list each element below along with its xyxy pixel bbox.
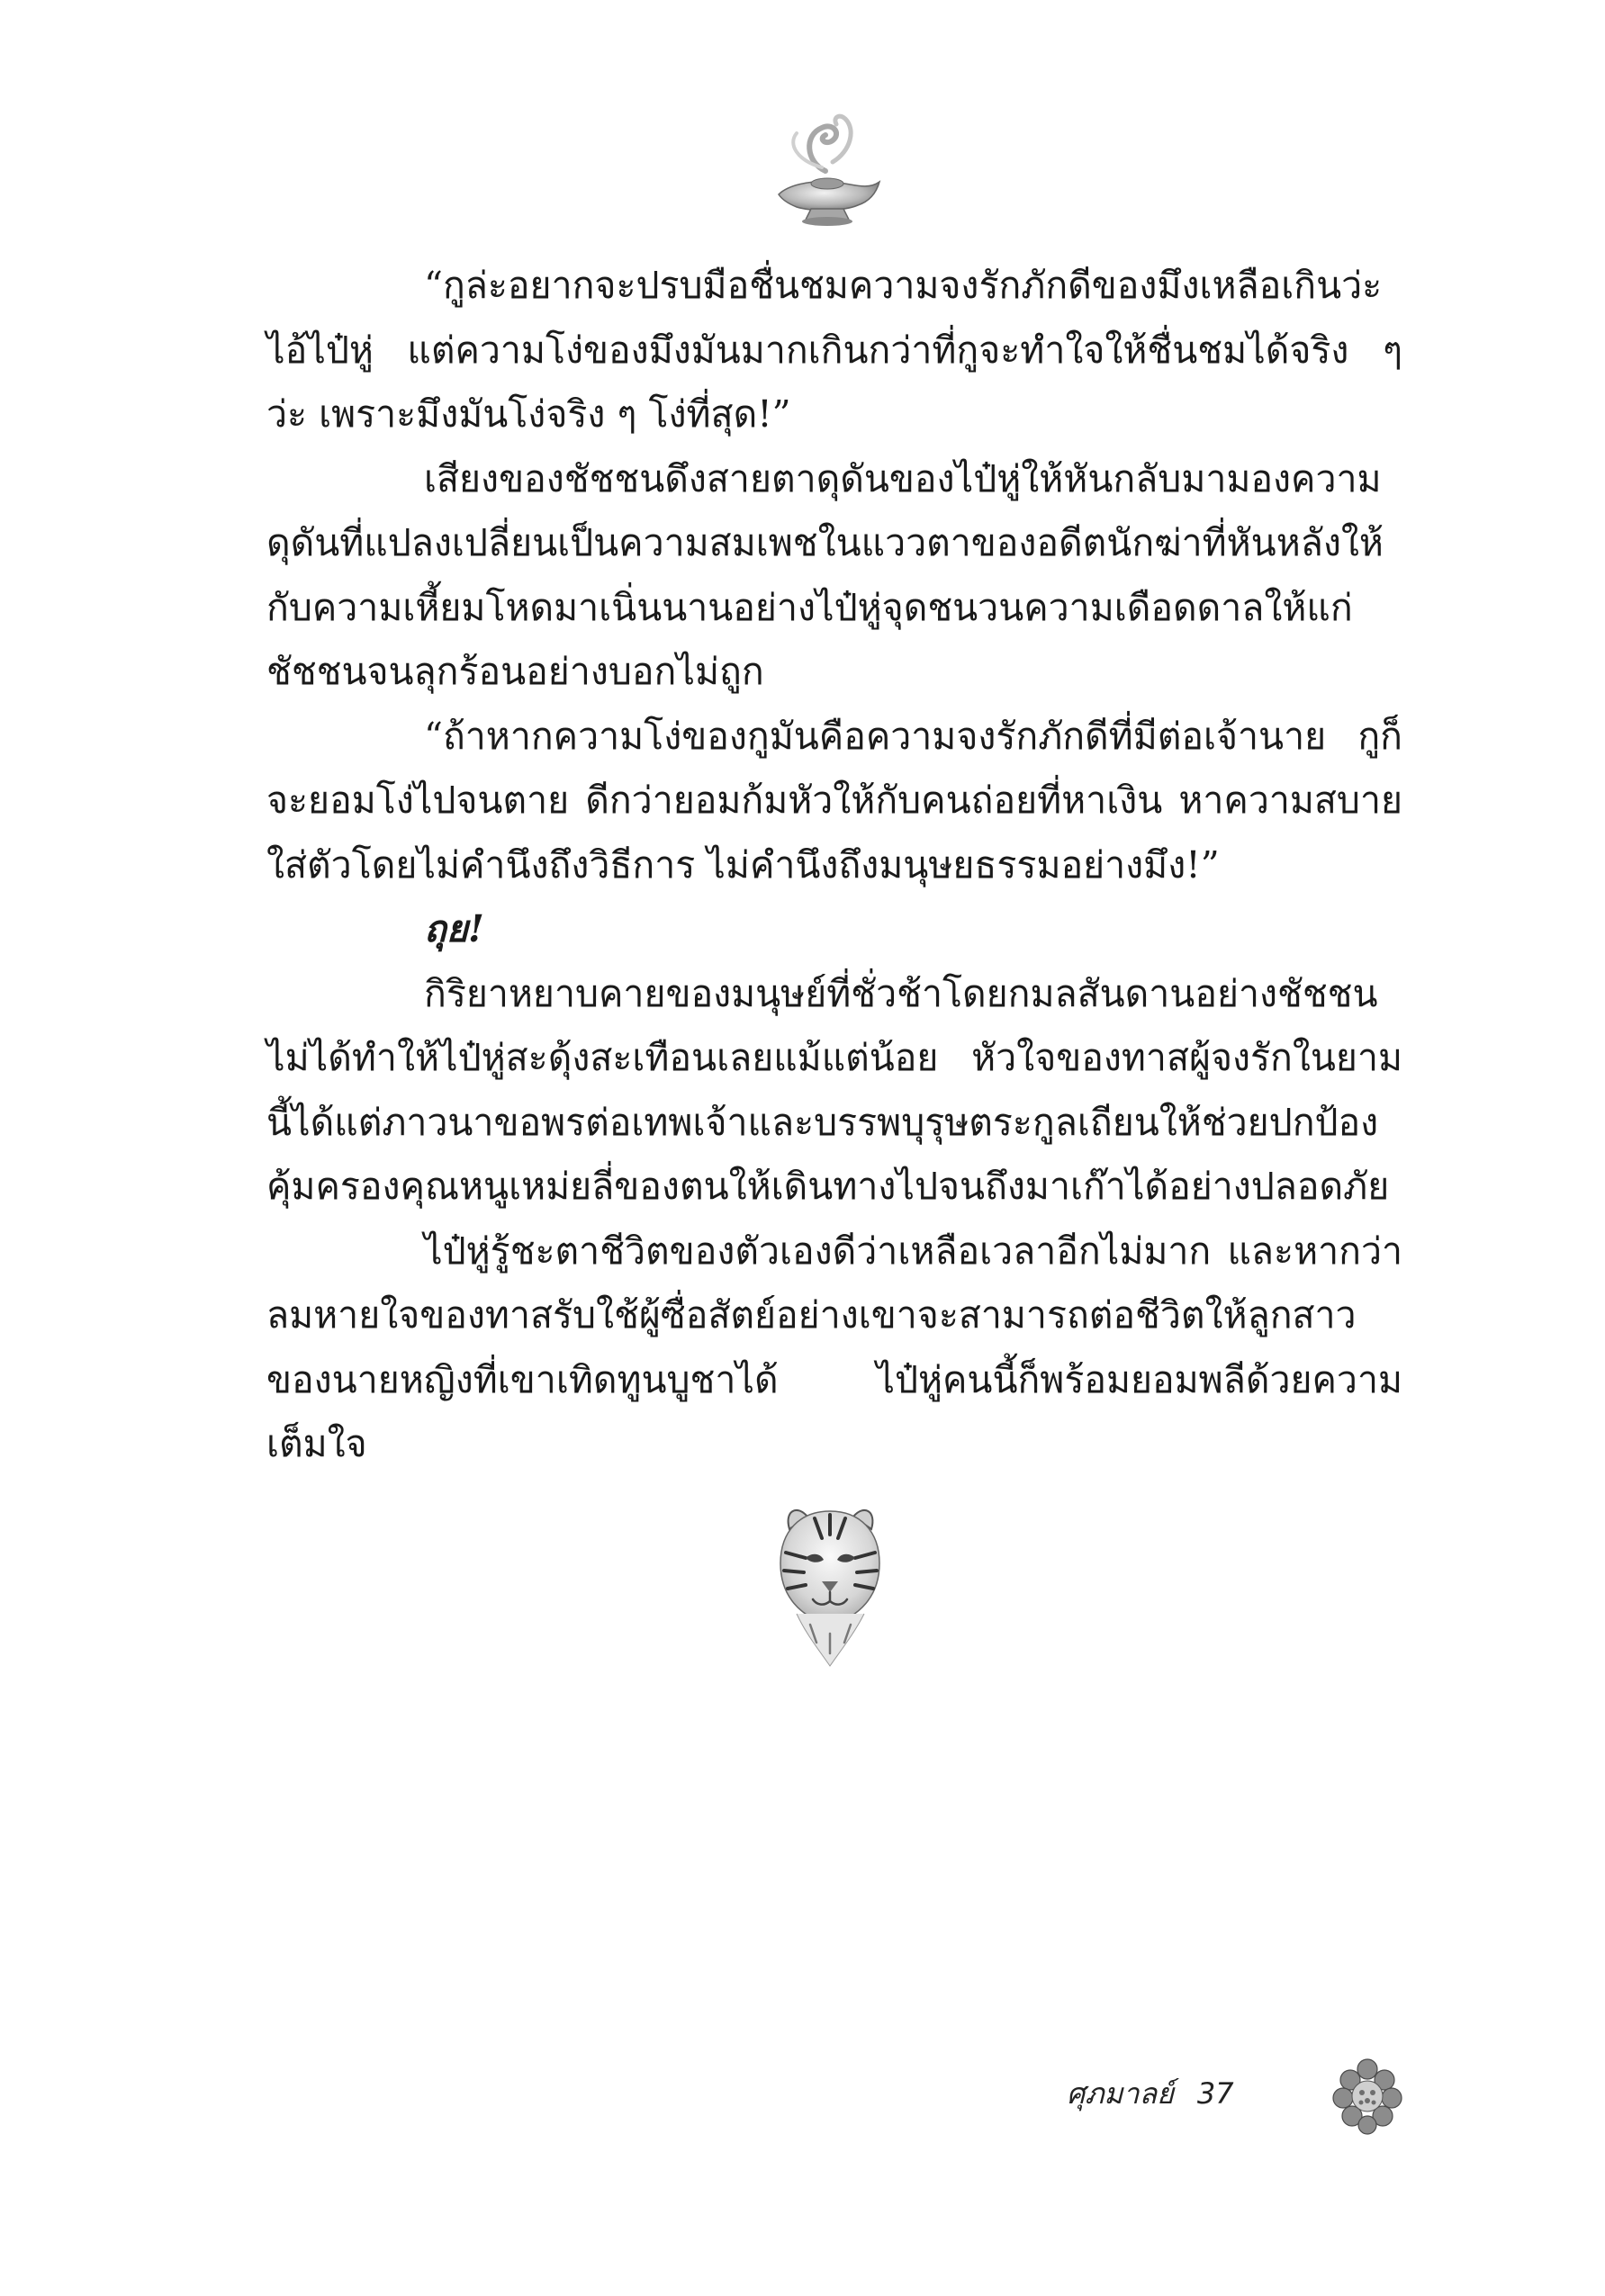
paragraph: เสียงของชัชชนดึงสายตาดุดันของไป๋หู่ให้หันกลับมามองความดุดันที่แปลงเปลี่ยนเป็นความสมเพชในแววตาของอดีตนักฆ่าที่หันหลังให้กับความเหี้ยมโหดมาเนิ่นนานอย่างไป๋หู่จุดชนวนความเดือดดาลให้แก่ชัชชนจนลุกร้อนอย่างบอกไม่ถูก [266, 456, 1384, 693]
teapot-ornament-icon [770, 108, 887, 234]
page-number: 37 [1196, 2076, 1234, 2111]
body-text [266, 254, 1402, 1477]
paragraph: “กูล่ะอยากจะปรบมือชื่นชมความจงรักภักดีของมึงเหลือเกินว่ะไอ้ไป๋หู่ แต่ความโง่ของมึงมันมากเกินกว่าที่กูจะทำใจให้ชื่นชมได้จริง ๆ ว่ะ เพราะมึงมันโง่จริง ๆ โง่ที่สุด!” [266, 264, 1402, 436]
author-name: ศุภมาลย์ [1067, 2075, 1174, 2111]
paragraph: ไป๋หู่รู้ชะตาชีวิตของตัวเองดีว่าเหลือเวลาอีกไม่มาก และหากว่าลมหายใจของทาสรับใช้ผู้ซื่อสัตย์อย่างเขาจะสามารถต่อชีวิตให้ลูกสาวของนายหญิงที่เขาเทิดทูนบูชาได้ ไป๋หู่คนนี้ก็พร้อมยอมพลีด้วยความเต็มใจ [266, 1229, 1402, 1465]
paragraph: “ถ้าหากความโง่ของกูมันคือความจงรักภักดีที่มีต่อเจ้านาย กูก็จะยอมโง่ไปจนตาย ดีกว่ายอมก้มหัวให้กับคนถ่อยที่หาเงิน หาความสบายใส่ตัวโดยไม่คำนึงถึงวิธีการ ไม่คำนึงถึงมนุษยธรรมอย่างมึง!” [266, 714, 1402, 887]
tiger-head-ornament-icon [770, 1499, 891, 1670]
exclamation: ถุย! [424, 907, 484, 950]
page-footer [1067, 2066, 1234, 2120]
paragraph: กิริยาหยาบคายของมนุษย์ที่ชั่วช้าโดยกมลสันดานอย่างชัชชนไม่ได้ทำให้ไป๋หู่สะดุ้งสะเทือนเลยแม้แต่น้อย หัวใจของทาสผู้จงรักในยามนี้ได้แต่ภาวนาขอพรต่อเทพเจ้าและบรรพบุรุษตระกูลเถียนให้ช่วยปกป้องคุ้มครองคุณหนูเหม่ยลี่ของตนให้เดินทางไปจนถึงมาเก๊าได้อย่างปลอดภัย [266, 971, 1402, 1208]
flower-ornament-icon [1330, 2057, 1404, 2136]
